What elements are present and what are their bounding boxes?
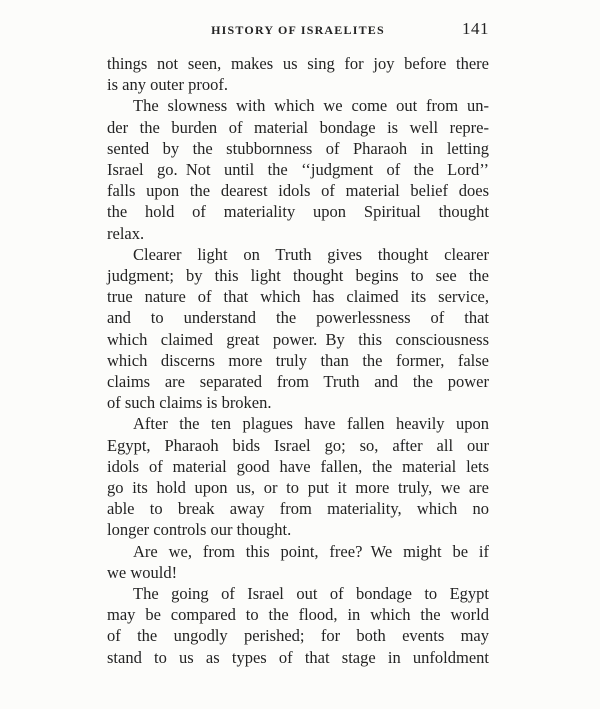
text-line: Israel go. Not until the ‘‘judgment of the Lord’’: [107, 160, 489, 180]
text-line: Clearer light on Truth gives thought clearer: [133, 244, 489, 264]
text-line: Egypt, Pharaoh bids Israel go; so, after all our: [107, 435, 489, 455]
text-line: sented by the stubbornness of Pharaoh in letting: [107, 138, 489, 158]
text-line: idols of material good have fallen, the material lets: [107, 456, 489, 476]
text-line: der the burden of material bondage is well repre-: [107, 117, 489, 137]
body-text: [107, 53, 489, 668]
text-line: Are we, from this point, free? We might be if: [133, 541, 489, 561]
paragraph: [107, 244, 489, 414]
text-line: true nature of that which has claimed its service,: [107, 287, 489, 307]
text-line: stand to us as types of that stage in unfoldment: [107, 647, 489, 667]
text-line: of such claims is broken.: [107, 393, 272, 413]
text-line: The slowness with which we come out from un-: [133, 96, 489, 116]
text-line: falls upon the dearest idols of material belief does: [107, 181, 489, 201]
paragraph: [107, 95, 489, 243]
page-header: [107, 19, 489, 41]
text-line: The going of Israel out of bondage to Egypt: [133, 584, 489, 604]
text-line: and to understand the powerlessness of that: [107, 308, 489, 328]
paragraph: [107, 583, 489, 668]
text-column: [107, 19, 489, 668]
text-line: is any outer proof.: [107, 75, 228, 95]
text-line: which discerns more truly than the former, false: [107, 350, 489, 370]
paragraph: [107, 541, 489, 583]
text-line: which claimed great power. By this consciousness: [107, 329, 489, 349]
paragraph: [107, 413, 489, 540]
running-title: HISTORY OF ISRAELITES: [211, 23, 385, 37]
text-line: relax.: [107, 223, 145, 243]
paragraph: [107, 53, 489, 95]
text-line: After the ten plagues have fallen heavily upon: [133, 414, 489, 434]
text-line: we would!: [107, 562, 178, 582]
text-line: able to break away from materiality, which no: [107, 499, 489, 519]
page-number: 141: [462, 19, 489, 38]
text-line: claims are separated from Truth and the power: [107, 372, 489, 392]
text-line: things not seen, makes us sing for joy before there: [107, 54, 489, 73]
text-line: longer controls our thought.: [107, 520, 292, 540]
text-line: may be compared to the flood, in which the world: [107, 605, 489, 625]
text-line: judgment; by this light thought begins to see the: [107, 266, 489, 286]
text-line: of the ungodly perished; for both events may: [107, 626, 489, 646]
text-line: go its hold upon us, or to put it more truly, we are: [107, 478, 489, 498]
text-line: the hold of materiality upon Spiritual thought: [107, 202, 489, 222]
